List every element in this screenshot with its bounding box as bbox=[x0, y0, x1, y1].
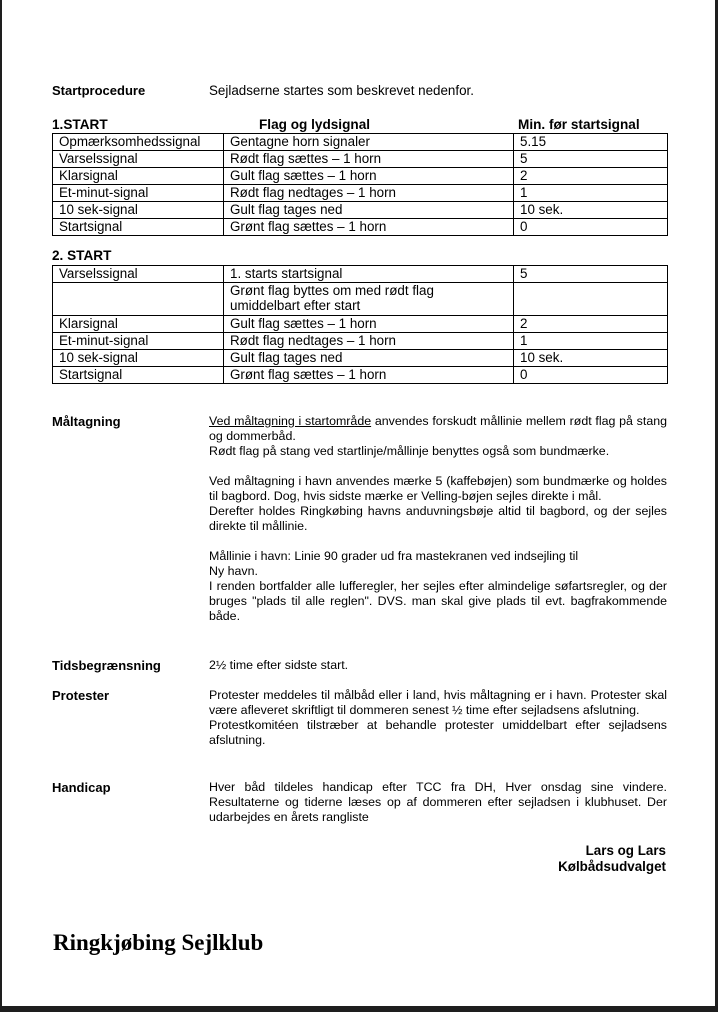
signal-cell: Varselssignal bbox=[53, 151, 224, 168]
flag-cell: Gult flag tages ned bbox=[224, 202, 514, 219]
table-row bbox=[53, 316, 668, 333]
document-page bbox=[2, 0, 715, 1006]
table-row bbox=[53, 367, 668, 384]
signal-cell: Startsignal bbox=[53, 367, 224, 384]
startprocedure-text: Sejladserne startes som beskrevet nedenfor. bbox=[209, 83, 474, 98]
start2-title: 2. START bbox=[52, 248, 112, 263]
flag-cell: Grønt flag byttes om med rødt flag umiddelbart efter start bbox=[224, 283, 514, 316]
maaltagning-p5b: Ny havn. bbox=[209, 564, 258, 578]
signal-cell: 10 sek-signal bbox=[53, 350, 224, 367]
club-name: Ringkjøbing Sejlklub bbox=[53, 930, 264, 955]
table-row bbox=[53, 168, 668, 185]
table-row bbox=[53, 134, 668, 151]
signal-cell: 10 sek-signal bbox=[53, 202, 224, 219]
handicap-label: Handicap bbox=[52, 780, 111, 795]
minutes-cell: 0 bbox=[514, 367, 668, 384]
minutes-cell: 1 bbox=[514, 333, 668, 350]
minutes-cell: 1 bbox=[514, 185, 668, 202]
minutes-cell: 5 bbox=[514, 266, 668, 283]
flag-cell: Grønt flag sættes – 1 horn bbox=[224, 219, 514, 236]
flag-cell: Gult flag sættes – 1 horn bbox=[224, 316, 514, 333]
flag-cell: Gult flag tages ned bbox=[224, 350, 514, 367]
signal-cell: Opmærksomhedssignal bbox=[53, 134, 224, 151]
signal-cell: Klarsignal bbox=[53, 316, 224, 333]
maaltagning-p1-rest: anvendes forskudt mållinie mellem rødt flag på stang og dommerbåd. bbox=[209, 414, 667, 443]
start1-col2-header: Flag og lydsignal bbox=[259, 117, 371, 132]
maaltagning-p5a: Mållinie i havn: Linie 90 grader ud fra mastekranen ved indsejling til bbox=[209, 549, 579, 563]
table-row bbox=[53, 333, 668, 350]
signal-cell: Klarsignal bbox=[53, 168, 224, 185]
table-row bbox=[53, 266, 668, 283]
minutes-cell: 2 bbox=[514, 316, 668, 333]
maaltagning-label: Måltagning bbox=[52, 414, 121, 429]
handicap-text: Hver båd tildeles handicap efter TCC fra DH, Hver onsdag sine vindere. Resultaterne og tiderne læses op af dommeren efter sejladsen i klubhuset. Der udarbejdes en årets rangliste bbox=[209, 780, 667, 824]
signal-cell: Varselssignal bbox=[53, 266, 224, 283]
flag-cell: Gentagne horn signaler bbox=[224, 134, 514, 151]
maaltagning-body bbox=[209, 414, 667, 624]
minutes-cell: 5.15 bbox=[514, 134, 668, 151]
maaltagning-p1-underlined: Ved måltagning i startområde bbox=[209, 414, 372, 428]
signal-cell: Et-minut-signal bbox=[53, 333, 224, 350]
maaltagning-p3: Ved måltagning i havn anvendes mærke 5 (kaffebøjen) som bundmærke og holdes til bagbord. Dog, hvis sidste mærke er Velling-bøjen sejles direkte i mål. bbox=[209, 474, 667, 503]
protester-body bbox=[209, 688, 667, 748]
start1-table bbox=[52, 133, 668, 236]
maaltagning-p4: Derefter holdes Ringkøbing havns anduvningsbøje altid til bagbord, og der sejles direkte til mållinie. bbox=[209, 504, 667, 533]
table-row bbox=[53, 185, 668, 202]
signal-cell: Startsignal bbox=[53, 219, 224, 236]
signature bbox=[558, 843, 666, 875]
start1-col3-header: Min. før startsignal bbox=[518, 117, 640, 132]
tidsbegraensning-text: 2½ time efter sidste start. bbox=[209, 658, 349, 672]
tidsbegraensning-label: Tidsbegrænsning bbox=[52, 658, 161, 673]
minutes-cell: 5 bbox=[514, 151, 668, 168]
protester-p1: Protester meddeles til målbåd eller i land, hvis måltagning er i havn. Protester skal være afleveret skriftligt til dommeren senest ½ time efter sejladsens afslutning. bbox=[209, 688, 667, 717]
maaltagning-p1 bbox=[209, 414, 667, 444]
protester-label: Protester bbox=[52, 688, 110, 703]
minutes-cell bbox=[514, 283, 668, 316]
table-row bbox=[53, 350, 668, 367]
maaltagning-p6: I renden bortfalder alle lufferegler, her sejles efter almindelige søfartsregler, og der bruges "plads til alle reglen". DVS. man skal give plads til evt. bagfrakommende både. bbox=[209, 579, 667, 623]
flag-cell: 1. starts startsignal bbox=[224, 266, 514, 283]
minutes-cell: 10 sek. bbox=[514, 202, 668, 219]
minutes-cell: 10 sek. bbox=[514, 350, 668, 367]
start1-title: 1.START bbox=[52, 117, 108, 132]
minutes-cell: 2 bbox=[514, 168, 668, 185]
flag-cell: Grønt flag sættes – 1 horn bbox=[224, 367, 514, 384]
flag-cell: Rødt flag nedtages – 1 horn bbox=[224, 185, 514, 202]
protester-p2: Protestkomitéen tilstræber at behandle protester umiddelbart efter sejladsens afslutning. bbox=[209, 718, 667, 747]
flag-cell: Gult flag sættes – 1 horn bbox=[224, 168, 514, 185]
table-row bbox=[53, 283, 668, 316]
signature-line2: Kølbådsudvalget bbox=[558, 859, 666, 874]
start2-table bbox=[52, 265, 668, 384]
flag-cell: Rødt flag sættes – 1 horn bbox=[224, 151, 514, 168]
signal-cell bbox=[53, 283, 224, 316]
table-row bbox=[53, 219, 668, 236]
minutes-cell: 0 bbox=[514, 219, 668, 236]
startprocedure-label: Startprocedure bbox=[52, 83, 146, 98]
flag-cell: Rødt flag nedtages – 1 horn bbox=[224, 333, 514, 350]
maaltagning-p2: Rødt flag på stang ved startlinje/mållinje benyttes også som bundmærke. bbox=[209, 444, 610, 458]
signal-cell: Et-minut-signal bbox=[53, 185, 224, 202]
table-row bbox=[53, 202, 668, 219]
signature-line1: Lars og Lars bbox=[585, 843, 666, 858]
table-row bbox=[53, 151, 668, 168]
